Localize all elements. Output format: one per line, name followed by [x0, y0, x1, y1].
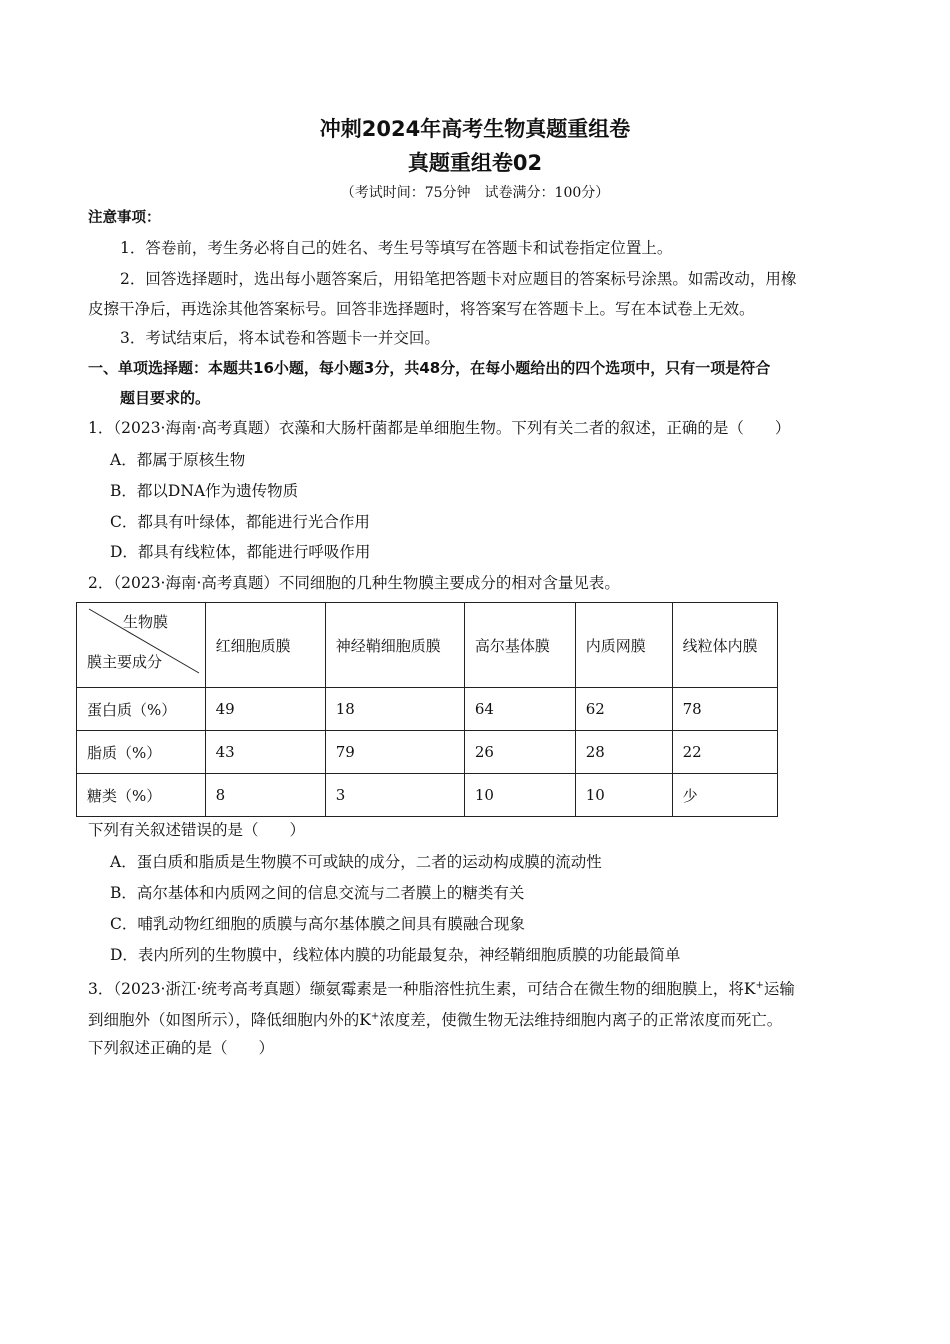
exam-subtitle: 真题重组卷02 — [407, 151, 543, 175]
column-header: 红细胞质膜 — [205, 603, 325, 688]
corner-label-membrane: 生物膜 — [123, 613, 169, 631]
question-2-option-d: D．表内所列的生物膜中，线粒体内膜的功能最复杂，神经鞘细胞质膜的功能最简单 — [110, 946, 681, 964]
row-label: 蛋白质（%） — [77, 688, 206, 731]
table-cell: 少 — [672, 774, 777, 817]
section-1-heading-line-1: 一、单项选择题：本题共16小题，每小题3分，共48分，在每小题给出的四个选项中，只有一项是符合 — [88, 359, 771, 377]
table-cell: 28 — [575, 731, 672, 774]
exam-title: 冲刺2024年高考生物真题重组卷 — [319, 117, 631, 141]
table-row — [77, 731, 778, 774]
table-cell: 79 — [325, 731, 464, 774]
table-cell: 3 — [325, 774, 464, 817]
question-2-option-a: A．蛋白质和脂质是生物膜不可或缺的成分，二者的运动构成膜的流动性 — [110, 853, 602, 871]
question-2-option-b: B．高尔基体和内质网之间的信息交流与二者膜上的糖类有关 — [110, 884, 525, 902]
question-3-line-2 — [88, 1005, 782, 1032]
row-label: 糖类（%） — [77, 774, 206, 817]
table-cell: 64 — [464, 688, 575, 731]
question-3-line-2-text: 到细胞外（如图所示），降低细胞内外的K — [88, 1011, 371, 1030]
table-cell: 26 — [464, 731, 575, 774]
table-cell: 43 — [205, 731, 325, 774]
question-3-line-1 — [88, 974, 795, 1001]
column-header: 高尔基体膜 — [464, 603, 575, 688]
section-1-heading-line-2: 题目要求的。 — [120, 389, 211, 407]
table-cell: 8 — [205, 774, 325, 817]
question-3-line-1-end: 运输 — [763, 980, 795, 999]
question-2-prompt: 下列有关叙述错误的是（ ） — [88, 821, 306, 839]
corner-label-component: 膜主要成分 — [87, 653, 163, 671]
superscript-plus: + — [755, 980, 764, 991]
question-2-option-c: C．哺乳动物红细胞的质膜与高尔基体膜之间具有膜融合现象 — [110, 915, 525, 933]
question-1-option-b: B．都以DNA作为遗传物质 — [110, 482, 299, 500]
row-label: 脂质（%） — [77, 731, 206, 774]
question-3-line-3: 下列叙述正确的是（ ） — [88, 1039, 275, 1057]
question-2-stem: 2．（2023·海南·高考真题）不同细胞的几种生物膜主要成分的相对含量见表。 — [88, 574, 620, 592]
exam-info: （考试时间：75分钟 试卷满分：100分） — [340, 185, 610, 201]
table-row — [77, 774, 778, 817]
table-cell: 78 — [672, 688, 777, 731]
table-cell: 62 — [575, 688, 672, 731]
notes-heading: 注意事项： — [88, 210, 161, 226]
table-corner-cell — [77, 603, 206, 688]
table-cell: 22 — [672, 731, 777, 774]
question-3-line-1-text: 3．（2023·浙江·统考高考真题）缬氨霉素是一种脂溶性抗生素，可结合在微生物的细胞膜上，将K — [88, 980, 756, 999]
notes-item-2-line-2: 皮擦干净后，再选涂其他答案标号。回答非选择题时，将答案写在答题卡上。写在本试卷上无效。 — [88, 300, 755, 318]
table-cell: 49 — [205, 688, 325, 731]
superscript-plus: + — [370, 1011, 380, 1022]
table-cell: 10 — [575, 774, 672, 817]
column-header: 内质网膜 — [575, 603, 672, 688]
column-header: 线粒体内膜 — [672, 603, 777, 688]
notes-item-1: 1．答卷前，考生务必将自己的姓名、考生号等填写在答题卡和试卷指定位置上。 — [120, 239, 673, 257]
column-header: 神经鞘细胞质膜 — [325, 603, 464, 688]
question-3-line-2-end: 浓度差，使微生物无法维持细胞内离子的正常浓度而死亡。 — [379, 1011, 783, 1030]
question-1-stem: 1．（2023·海南·高考真题）衣藻和大肠杆菌都是单细胞生物。下列有关二者的叙述，正确的是（ ） — [88, 419, 791, 437]
notes-item-2-line-1: 2．回答选择题时，选出每小题答案后，用铅笔把答题卡对应题目的答案标号涂黑。如需改动，用橡 — [120, 270, 797, 288]
question-1-option-d: D．都具有线粒体，都能进行呼吸作用 — [110, 543, 371, 561]
question-1-option-c: C．都具有叶绿体，都能进行光合作用 — [110, 513, 370, 531]
table-cell: 10 — [464, 774, 575, 817]
table-header-row — [77, 603, 778, 688]
table-row — [77, 688, 778, 731]
membrane-composition-table — [76, 602, 778, 817]
notes-item-3: 3．考试结束后，将本试卷和答题卡一并交回。 — [120, 329, 440, 347]
table-cell: 18 — [325, 688, 464, 731]
question-1-option-a: A．都属于原核生物 — [110, 451, 246, 469]
